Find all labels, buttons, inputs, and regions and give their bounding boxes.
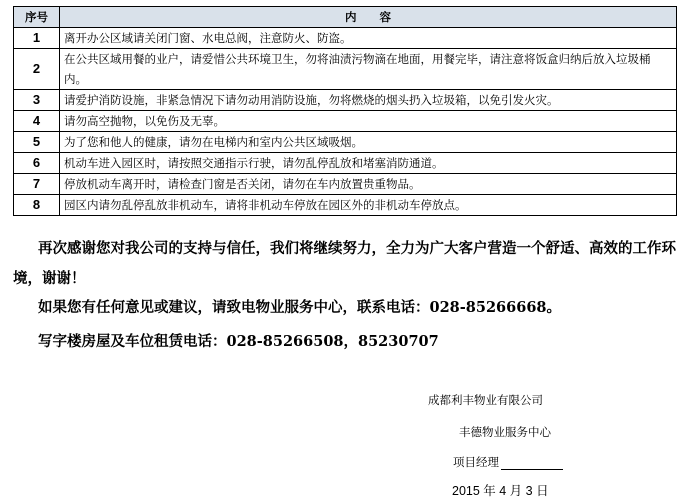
table-row (14, 111, 677, 132)
row-number: 7 (14, 174, 60, 195)
row-number: 2 (14, 49, 60, 90)
row-content: 离开办公区域请关闭门窗、水电总阀，注意防火、防盗。 (60, 28, 677, 49)
leasing-contact-line: 写字楼房屋及车位租赁电话：028-85266508，85230707 (38, 333, 439, 350)
row-number: 1 (14, 28, 60, 49)
feedback-contact-line: 如果您有任何意见或建议，请致电物业服务中心，联系电话：028-85266668。 (38, 299, 561, 316)
row-number: 8 (14, 195, 60, 216)
row-number: 6 (14, 153, 60, 174)
row-number: 3 (14, 90, 60, 111)
table-row (14, 132, 677, 153)
table-row (14, 153, 677, 174)
row-number: 4 (14, 111, 60, 132)
signature-company: 成都利丰物业有限公司 (428, 393, 543, 407)
row-content: 为了您和他人的健康，请勿在电梯内和室内公共区域吸烟。 (60, 132, 677, 153)
table-row (14, 49, 677, 90)
row-content: 请爱护消防设施，非紧急情况下请勿动用消防设施，勿将燃烧的烟头扔入垃圾箱，以免引发火灾。 (60, 90, 677, 111)
table-row (14, 90, 677, 111)
column-header-number: 序号 (14, 7, 60, 28)
table-header-row (14, 7, 677, 28)
row-content: 园区内请勿乱停乱放非机动车，请将非机动车停放在园区外的非机动车停放点。 (60, 195, 677, 216)
signature-date: 2015 年 4 月 3 日 (452, 484, 549, 498)
thanks-paragraph: 再次感谢您对我公司的支持与信任，我们将继续努力，全力为广大客户营造一个舒适、高效的工作环境，谢谢！ (13, 240, 676, 287)
project-manager-label: 项目经理 (453, 455, 499, 469)
table-row (14, 195, 677, 216)
row-number: 5 (14, 132, 60, 153)
signature-service-center: 丰德物业服务中心 (459, 425, 551, 439)
table-row (14, 174, 677, 195)
table-row (14, 28, 677, 49)
row-content: 停放机动车离开时，请检查门窗是否关闭，请勿在车内放置贵重物品。 (60, 174, 677, 195)
row-content: 机动车进入园区时，请按照交通指示行驶，请勿乱停乱放和堵塞消防通道。 (60, 153, 677, 174)
signature-blank-line (501, 457, 563, 470)
column-header-content: 内 容 (60, 7, 677, 28)
notice-table (13, 6, 677, 216)
signature-project-manager (453, 454, 563, 470)
row-content: 在公共区域用餐的业户，请爱惜公共环境卫生，勿将油渍污物滴在地面，用餐完毕，请注意将饭盒归纳后放入垃圾桶内。 (60, 49, 677, 90)
row-content: 请勿高空抛物，以免伤及无辜。 (60, 111, 677, 132)
